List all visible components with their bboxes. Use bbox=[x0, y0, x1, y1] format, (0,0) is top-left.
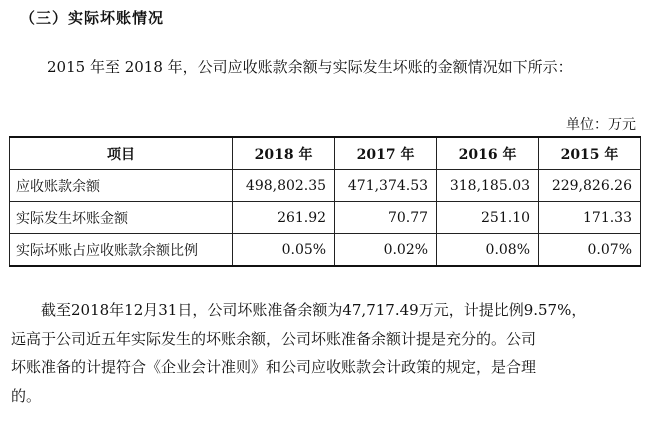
table-cell: 171.33 bbox=[539, 202, 641, 234]
bad-debt-table bbox=[9, 136, 641, 267]
header-item: 项目 bbox=[10, 137, 233, 170]
table-cell: 0.02% bbox=[335, 234, 437, 267]
table-header-row bbox=[10, 137, 641, 170]
table-cell: 498,802.35 bbox=[233, 170, 335, 202]
table-cell: 0.05% bbox=[233, 234, 335, 267]
row-label: 应收账款余额 bbox=[10, 170, 233, 202]
table-cell: 0.08% bbox=[437, 234, 539, 267]
header-year-2016: 2016 年 bbox=[437, 137, 539, 170]
table-cell: 229,826.26 bbox=[539, 170, 641, 202]
table-cell: 0.07% bbox=[539, 234, 641, 267]
paragraph-line: 远高于公司近五年实际发生的坏账余额，公司坏账准备余额计提是充分的。公司 bbox=[11, 329, 537, 348]
header-year-2018: 2018 年 bbox=[233, 137, 335, 170]
paragraph-line-text: 截至2018年12月31日，公司坏账准备余额为47,717.49万元，计提比例9.57%， bbox=[41, 301, 587, 319]
conclusion-paragraph bbox=[11, 296, 643, 410]
table-cell: 318,185.03 bbox=[437, 170, 539, 202]
paragraph-line: 的。 bbox=[11, 386, 42, 405]
header-year-2015: 2015 年 bbox=[539, 137, 641, 170]
unit-label: 单位：万元 bbox=[566, 117, 636, 133]
table-cell: 70.77 bbox=[335, 202, 437, 234]
table-cell: 251.10 bbox=[437, 202, 539, 234]
paragraph-line bbox=[11, 296, 643, 325]
intro-text: 2015 年至 2018 年，公司应收账款余额与实际发生坏账的金额情况如下所示： bbox=[47, 58, 573, 76]
table-row bbox=[10, 234, 641, 267]
table-cell: 471,374.53 bbox=[335, 170, 437, 202]
table-row bbox=[10, 170, 641, 202]
row-label: 实际坏账占应收账款余额比例 bbox=[10, 234, 233, 267]
paragraph-line: 坏账准备的计提符合《企业会计准则》和公司应收账款会计政策的规定，是合理 bbox=[11, 358, 537, 376]
header-year-2017: 2017 年 bbox=[335, 137, 437, 170]
section-title: （三）实际坏账情况 bbox=[20, 9, 165, 27]
table-cell: 261.92 bbox=[233, 202, 335, 234]
row-label: 实际发生坏账金额 bbox=[10, 202, 233, 234]
table-row bbox=[10, 202, 641, 234]
